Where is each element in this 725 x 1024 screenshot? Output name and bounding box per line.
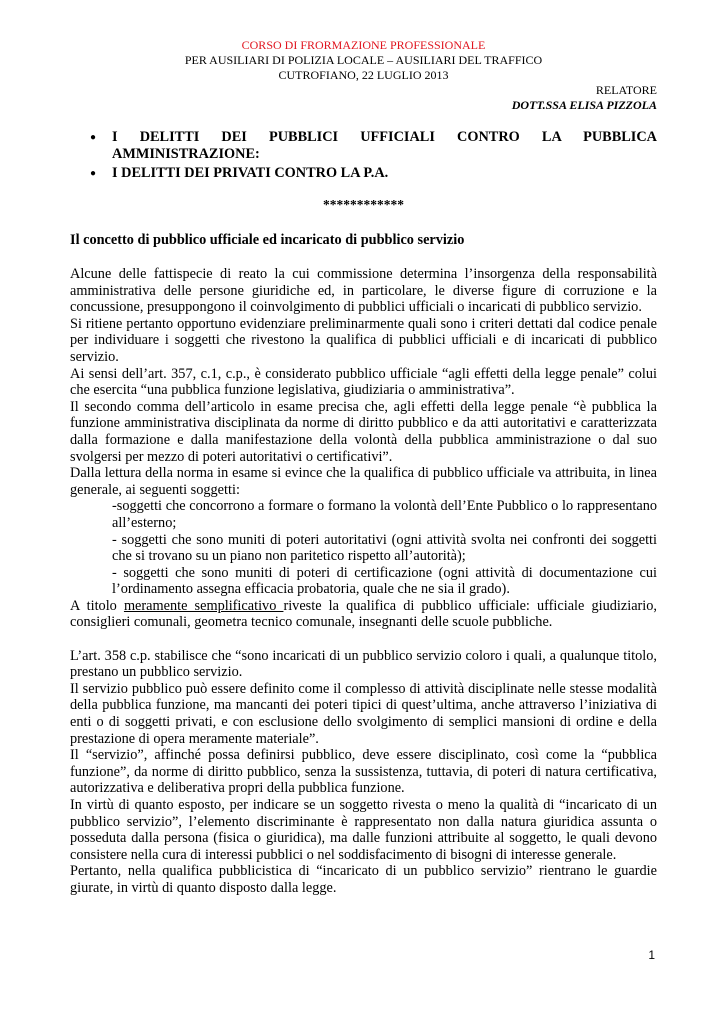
topic-item: ● I DELITTI DEI PUBBLICI UFFICIALI CONTRO LA PUBBLICA AMMINISTRAZIONE: <box>90 129 657 162</box>
document-page <box>70 38 657 897</box>
topic-list <box>70 129 657 182</box>
list-item: - soggetti che sono muniti di poteri di certificazione (ogni attività di documentazione cui l’ordinamento assegna efficacia probatoria, quale che ne sia il grado). <box>112 564 657 598</box>
paragraph-gap <box>70 631 657 648</box>
paragraph: A titolo meramente semplificativo riveste la qualifica di pubblico ufficiale: ufficiale giudiziario, consiglieri comunali, geometra tecnico comunale, insegnanti delle scuole pubbliche. <box>70 597 657 631</box>
course-subtitle: PER AUSILIARI DI POLIZIA LOCALE – AUSILIARI DEL TRAFFICO <box>184 53 543 67</box>
paragraph: Il secondo comma dell’articolo in esame precisa che, agli effetti della legge penale “è pubblica la funzione amministrativa disciplinata da norme di diritto pubblico e da atti autoritativi e caratterizzata dalla formazione e dalla manifestazione della volontà della pubblica amministrazione o dal suo svolgersi per mezzo di poteri autoritativi o certificativi”. <box>70 398 657 465</box>
section-title: Il concetto di pubblico ufficiale ed incaricato di pubblico servizio <box>70 232 465 248</box>
bullet-icon: ● <box>90 168 97 179</box>
underlined-text: meramente semplificativo <box>123 597 284 614</box>
paragraph: Pertanto, nella qualifica pubblicistica di “incaricato di un pubblico servizio” rientrano le guardie giurate, in virtù di quanto disposto dalla legge. <box>70 863 657 896</box>
paragraph: Ai sensi dell’art. 357, c.1, c.p., è considerato pubblico ufficiale “agli effetti della legge penale” colui che esercita “una pubblica funzione legislativa, giudiziaria o amministrativa”. <box>70 365 657 399</box>
relatore-label: RELATORE <box>595 83 657 97</box>
paragraph: In virtù di quanto esposto, per indicare se un soggetto rivesta o meno la qualità di “incaricato di un pubblico servizio”, l’elemento discriminante è rappresentato non dalla natura giuridica assunta o posseduta dalla persona (fisica o giuridica), ma dalle funzioni attribuite al soggetto, le quali devono consistere nella cura di interessi pubblici o nel soddisfacimento di bisogni di interesse generale. <box>70 797 657 863</box>
page-number: 1 <box>648 948 655 962</box>
paragraph: Alcune delle fattispecie di reato la cui commissione determina l’insorgenza della responsabilità amministrativa delle persone giuridiche ed, in particolare, le diverse figure di corruzione e la concussione, presuppongono il coinvolgimento di pubblici ufficiali o incaricati di pubblico servizio. <box>70 266 657 316</box>
course-title: CORSO DI FRORMAZIONE PROFESSIONALE <box>241 38 486 52</box>
paragraph: Dalla lettura della norma in esame si evince che la qualifica di pubblico ufficiale va attribuita, in linea generale, ai seguenti soggetti: <box>70 465 657 498</box>
list-item: - soggetti che sono muniti di poteri autoritativi (ogni attività svolta nei confronti dei soggetti che si trovano su un piano non paritetico rispetto all’autorità); <box>112 531 657 565</box>
paragraph: Il “servizio”, affinché possa definirsi pubblico, deve essere disciplinato, così come la “pubblica funzione”, da norme di diritto pubblico, senza la sussistenza, tuttavia, di poteri di natura certificativa, autorizzativa e deliberativa propri della pubblica funzione. <box>70 747 657 797</box>
list-item: -soggetti che concorrono a formare o formano la volontà dell’Ente Pubblico o lo rappresentano all’esterno; <box>112 498 657 531</box>
paragraph: Si ritiene pertanto opportuno evidenziare preliminarmente quali sono i criteri dettati dal codice penale per individuare i soggetti che rivestono la qualifica di pubblici ufficiali e di incaricati di pubblico servizio. <box>70 315 657 365</box>
separator: ************ <box>323 197 404 212</box>
course-place-date: CUTROFIANO, 22 LUGLIO 2013 <box>278 68 449 82</box>
paragraph: L’art. 358 c.p. stabilisce che “sono incaricati di un pubblico servizio coloro i quali, a qualunque titolo, prestano un pubblico servizio. <box>70 647 657 681</box>
bullet-icon: ● <box>90 132 97 143</box>
relatore-name: DOTT.SSA ELISA PIZZOLA <box>511 98 657 112</box>
body-text <box>70 266 657 897</box>
topic-item: ● I DELITTI DEI PRIVATI CONTRO LA P.A. <box>90 165 389 181</box>
paragraph: Il servizio pubblico può essere definito come il complesso di attività disciplinate nelle stesse modalità della pubblica funzione, ma mancanti dei poteri tipici di quest’ultima, anche attraverso l’iniziativa di enti o di soggetti privati, e con esclusione dello svolgimento di semplici mansioni di ordine e della prestazione di opera meramente materiale”. <box>70 680 657 747</box>
